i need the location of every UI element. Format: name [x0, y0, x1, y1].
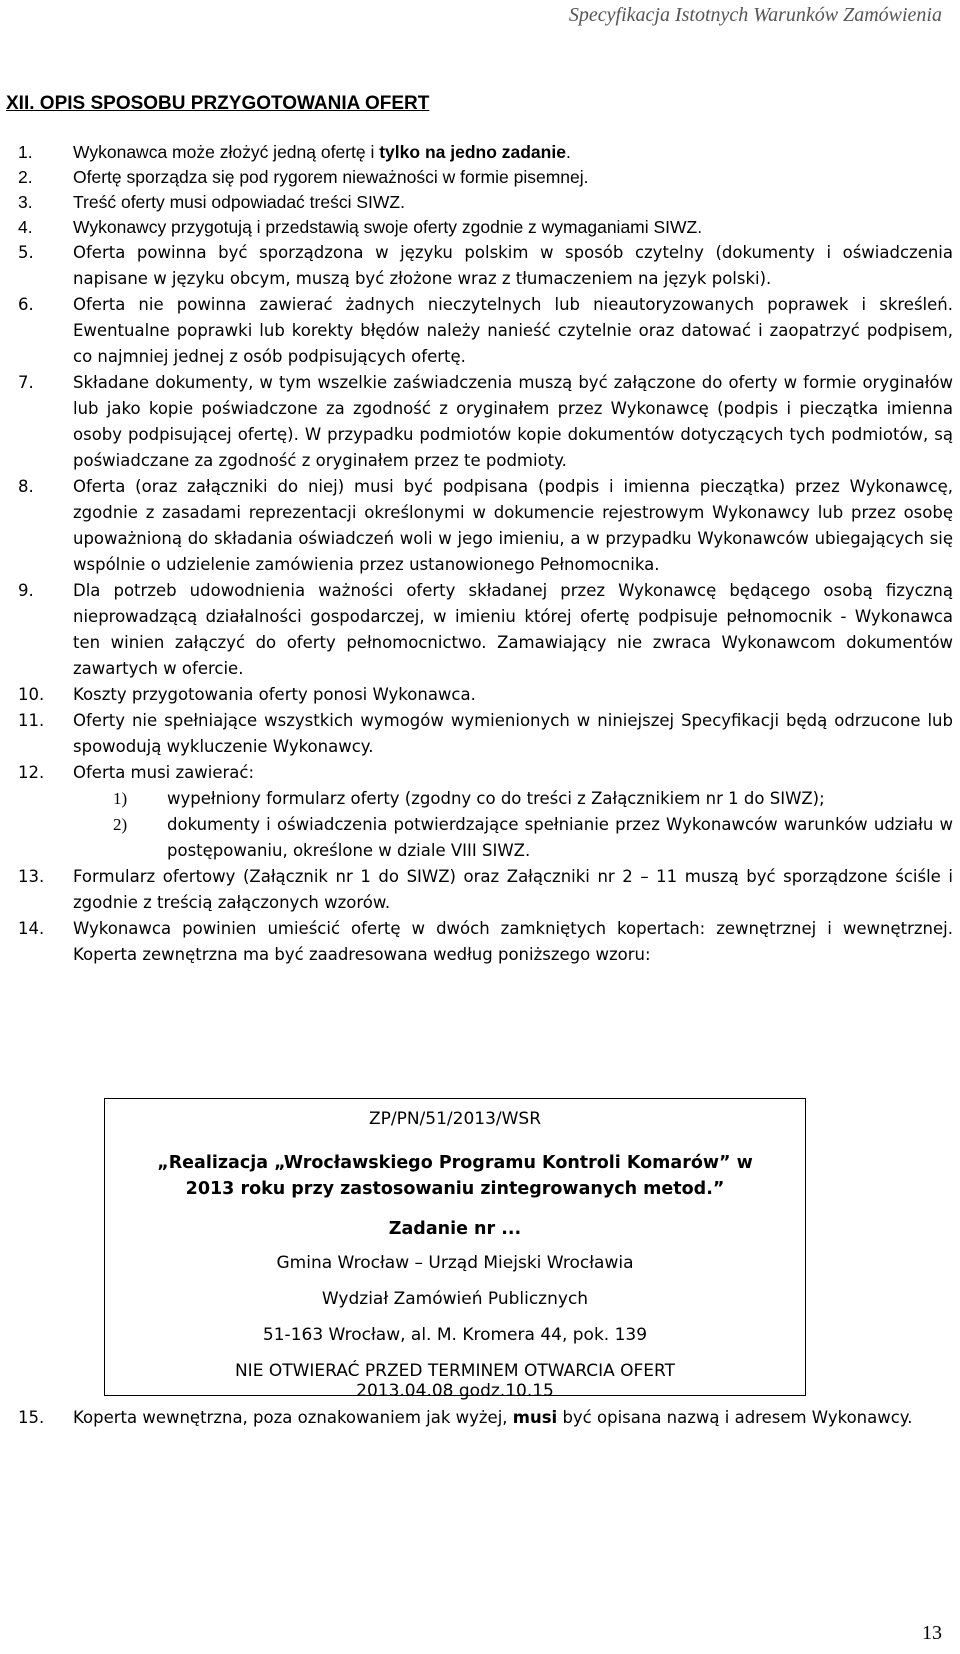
envelope-task: Zadanie nr ...: [388, 1219, 522, 1239]
item-number: 14.: [18, 919, 45, 938]
sub-item-text: wypełniony formularz oferty (zgodny co do treści z Załącznikiem nr 1 do SIWZ);: [167, 789, 825, 808]
item-text: być opisana nazwą i adresem Wykonawcy.: [557, 1408, 913, 1427]
item-text: Koperta wewnętrzna, poza oznakowaniem jak wyżej,: [73, 1408, 513, 1427]
envelope-address-line2: Wydział Zamówień Publicznych: [321, 1289, 589, 1309]
item-number: 13.: [18, 867, 45, 886]
item-number: 10.: [18, 685, 45, 704]
item-text: Dla potrzeb udowodnienia ważności oferty składanej przez Wykonawcę będącego osobą fizyczną nieprowadzącą działalności gospodarczej, w imieniu której ofertę podpisuje pełnomocnik - Wykonawca ten winien załączyć do oferty pełnomocnictwo. Zamawiający nie zwraca Wykonawcom dokumentów zawartych w ofercie.: [73, 581, 953, 678]
item-number: 8.: [18, 477, 34, 496]
list-item: [0, 215, 953, 240]
item-number: 11.: [18, 711, 45, 730]
item-text-bold: musi: [512, 1408, 558, 1427]
list-item: [0, 760, 953, 864]
item-text: .: [565, 142, 571, 162]
item-text: Oferty nie spełniające wszystkich wymogów wymienionych w niniejszej Specyfikacji będą odrzucone lub spowodują wykluczenie Wykonawcy.: [73, 711, 953, 756]
envelope-address-line1: Gmina Wrocław – Urząd Miejski Wrocławia: [276, 1253, 634, 1273]
list-item: [0, 292, 953, 370]
list-item: [0, 578, 953, 682]
item-number: 1.: [18, 142, 33, 162]
item-text: Oferta powinna być sporządzona w języku polskim w sposób czytelny (dokumenty i oświadczenia napisane w języku obcym, muszą być złożone wraz z tłumaczeniem na język polski).: [73, 243, 953, 288]
list-item: [0, 916, 953, 968]
envelope-warning: NIE OTWIERAĆ PRZED TERMINEM OTWARCIA OFERT: [234, 1361, 676, 1381]
list-item: [0, 1405, 953, 1431]
section-title: XII. OPIS SPOSOBU PRZYGOTOWANIA OFERT: [6, 93, 430, 114]
list-item: [0, 474, 953, 578]
item-text: Oferta nie powinna zawierać żadnych nieczytelnych lub nieautoryzowanych poprawek i skreśleń. Ewentualne poprawki lub korekty błędów należy nanieść czytelnie oraz datować i zaopatrzyć podpisem, co najmniej jednej z osób podpisujących ofertę.: [73, 295, 953, 366]
sub-item-number: 1): [113, 789, 128, 808]
sub-list-item: [73, 786, 953, 812]
item-text: Wykonawcy przygotują i przedstawią swoje oferty zgodnie z wymaganiami SIWZ.: [73, 217, 703, 237]
running-header: Specyfikacja Istotnych Warunków Zamówienia: [568, 4, 942, 26]
list-item: [0, 140, 953, 165]
envelope-date: 2013.04.08 godz.10.15: [356, 1381, 554, 1401]
list-item: [0, 370, 953, 474]
list-item: [0, 708, 953, 760]
item-text: Ofertę sporządza się pod rygorem nieważności w formie pisemnej.: [73, 167, 589, 187]
item-number: 2.: [18, 167, 33, 187]
page-number: 13: [922, 1622, 942, 1644]
sub-list-item: [73, 812, 953, 864]
envelope-address-line3: 51-163 Wrocław, al. M. Kromera 44, pok. 139: [262, 1325, 648, 1345]
item-number: 6.: [18, 295, 34, 314]
list-item-15: [0, 1405, 960, 1431]
item-text: Treść oferty musi odpowiadać treści SIWZ.: [73, 192, 405, 212]
item-text: Wykonawca może złożyć jedną ofertę i: [73, 142, 380, 162]
envelope-title-line2: 2013 roku przy zastosowaniu zintegrowanych metod.”: [185, 1179, 725, 1199]
envelope-template: [104, 1098, 806, 1401]
list-item: [0, 682, 953, 708]
item-number: 7.: [18, 373, 34, 392]
item-number: 15.: [18, 1408, 45, 1427]
item-number: 5.: [18, 243, 34, 262]
item-number: 4.: [18, 217, 33, 237]
item-number: 3.: [18, 192, 33, 212]
item-text: Formularz ofertowy (Załącznik nr 1 do SIWZ) oraz Załączniki nr 2 – 11 muszą być sporządzone ściśle i zgodnie z treścią załączonych wzorów.: [73, 867, 953, 912]
sub-item-text: dokumenty i oświadczenia potwierdzające spełnianie przez Wykonawców warunków udziału w postępowaniu, określone w dziale VIII SIWZ.: [167, 815, 953, 860]
list-item: [0, 165, 953, 190]
item-text: Oferta (oraz załączniki do niej) musi być podpisana (podpis i imienna pieczątka) przez Wykonawcę, zgodnie z zasadami reprezentacji określonymi w dokumencie rejestrowym Wykonawcy lub przez osobę upoważnioną do składania oświadczeń woli w jego imieniu, a w przypadku Wykonawców ubiegających się wspólnie o udzielenie zamówienia przez ustanowionego Pełnomocnika.: [73, 477, 953, 574]
envelope-ref: ZP/PN/51/2013/WSR: [368, 1109, 542, 1129]
item-number: 12.: [18, 763, 45, 782]
item-text: Koszty przygotowania oferty ponosi Wykonawca.: [73, 685, 476, 704]
item-text: Oferta musi zawierać:: [73, 763, 255, 782]
item-text-bold: tylko na jedno zadanie: [379, 142, 566, 162]
envelope-title-line1: „Realizacja „Wrocławskiego Programu Kontroli Komarów” w: [157, 1153, 753, 1173]
item-number: 9.: [18, 581, 34, 600]
list-item: [0, 240, 953, 292]
sub-item-number: 2): [113, 815, 128, 834]
list-item: [0, 190, 953, 215]
item-text: Składane dokumenty, w tym wszelkie zaświadczenia muszą być załączone do oferty w formie oryginałów lub jako kopie poświadczone za zgodność z oryginałem przez Wykonawcę (podpis i pieczątka imienna osoby podpisującej ofertę). W przypadku podmiotów kopie dokumentów dotyczących tych podmiotów, są poświadczane za zgodność z oryginałem przez te podmioty.: [73, 373, 953, 470]
list-item: [0, 864, 953, 916]
item-text: Wykonawca powinien umieścić ofertę w dwóch zamkniętych kopertach: zewnętrznej i wewnętrznej. Koperta zewnętrzna ma być zaadresowana według poniższego wzoru:: [73, 919, 953, 964]
requirements-list: [0, 140, 960, 968]
